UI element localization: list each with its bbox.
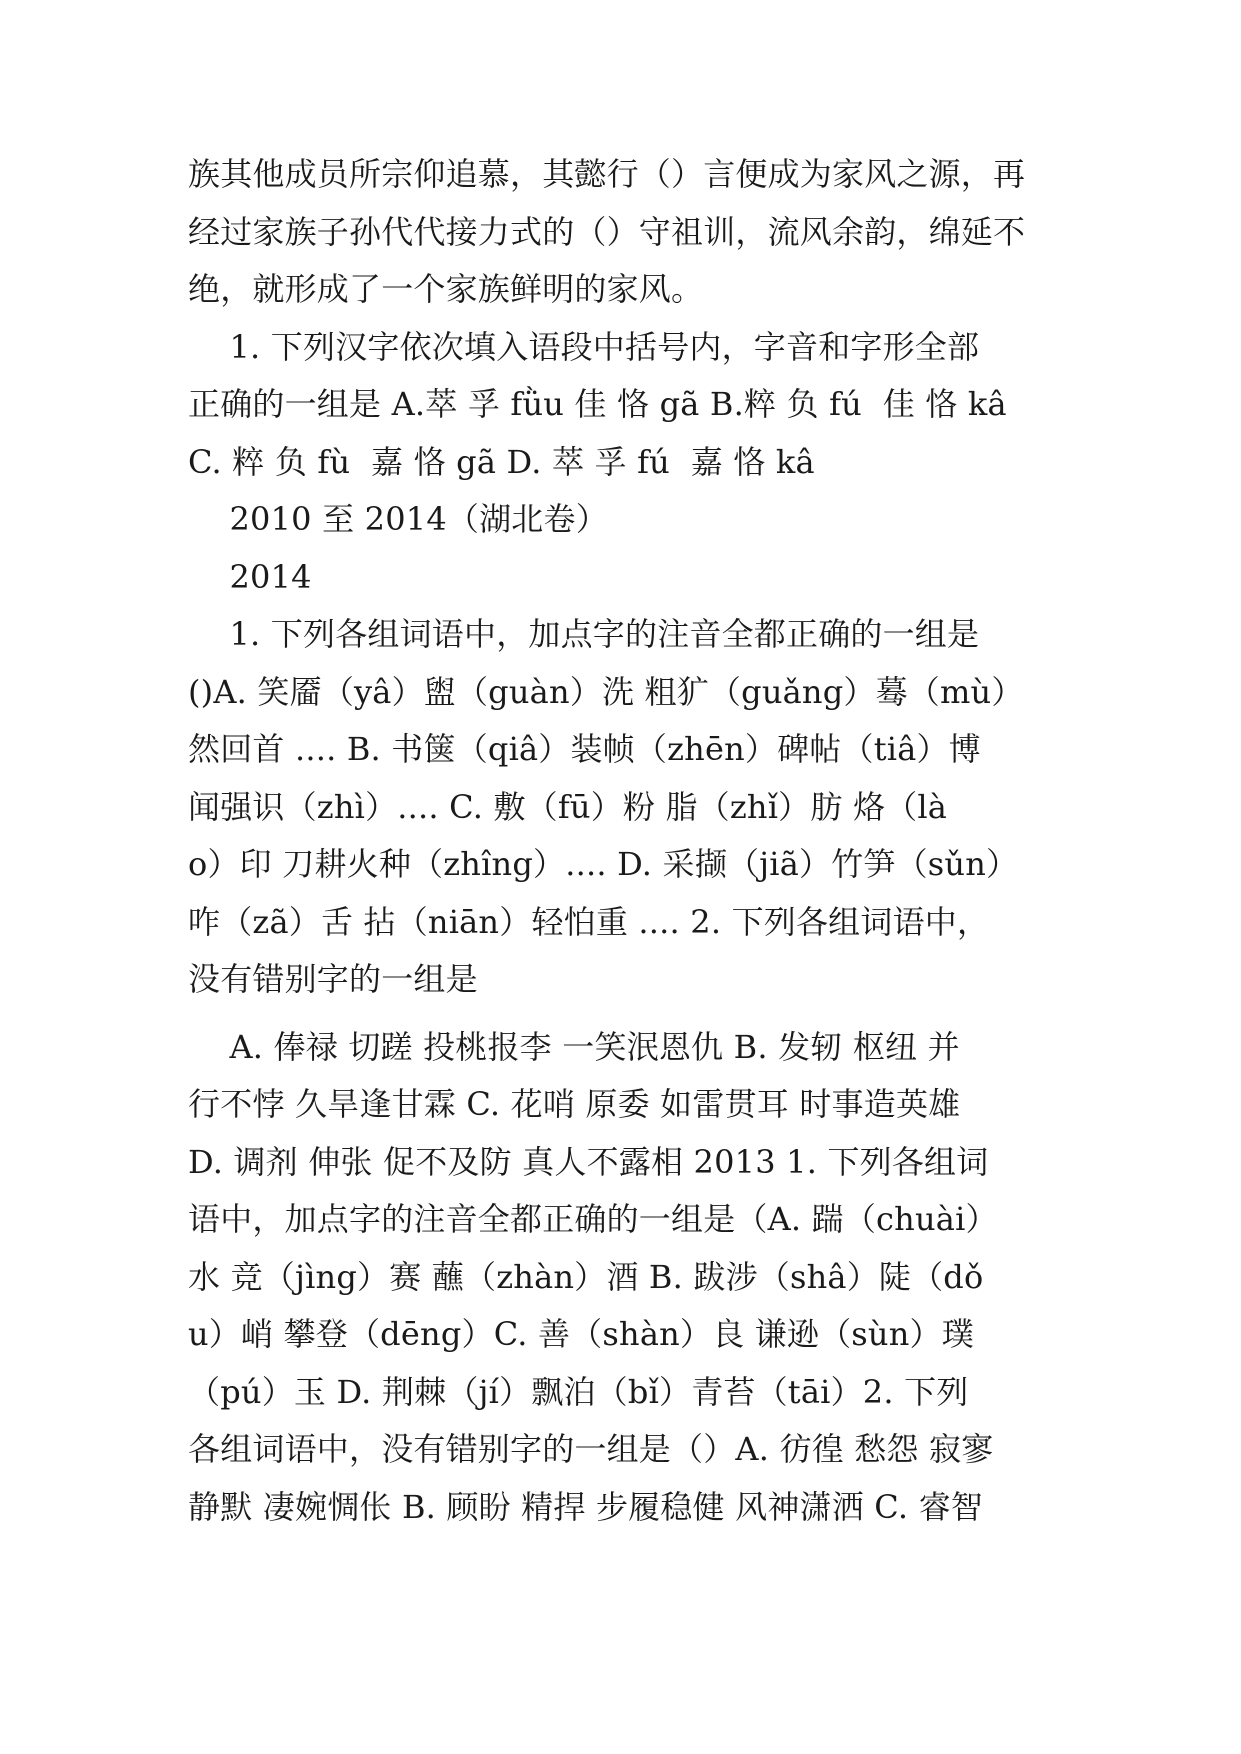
text-line: 正确的一组是 A.萃 孚 fǜu 佳 恪 gã B.粹 负 fú 佳 恪 kâ — [188, 385, 1007, 423]
text-line: 然回首 .... B. 书箧（qiâ）装帧（zhēn）碑帖（tiâ）博 — [188, 730, 981, 768]
document-body — [188, 146, 1060, 1536]
text-line: 行不悖 久旱逢甘霖 C. 花哨 原委 如雷贯耳 时事造英雄 — [188, 1085, 961, 1123]
text-line: 1. 下列各组词语中，加点字的注音全都正确的一组是 — [188, 615, 980, 653]
text-line: 经过家族子孙代代接力式的（）守祖训，流风余韵，绵延不 — [188, 212, 1026, 251]
text-line: u）峭 攀登（dēng）C. 善（shàn）良 谦逊（sùn）璞 — [188, 1315, 974, 1353]
text-line: 静默 凄婉惆伥 B. 顾盼 精捍 步履稳健 风神潇洒 C. 睿智 — [188, 1487, 983, 1526]
text-line: 水 竞（jìng）赛 蘸（zhàn）酒 B. 跋涉（shâ）陡（dǒ — [188, 1257, 984, 1296]
text-line: ()A. 笑靥（yâ）盥（guàn）洗 粗犷（guǎng）蓦（mù） — [188, 672, 1024, 711]
text-line: 1. 下列汉字依次填入语段中括号内，字音和字形全部 — [188, 327, 980, 366]
text-line: A. 俸禄 切蹉 投桃报李 一笑泯恩仇 B. 发轫 枢纽 并 — [188, 1027, 960, 1066]
text-line: D. 调剂 伸张 促不及防 真人不露相 2013 1. 下列各组词 — [188, 1142, 989, 1181]
year-heading: 2014 — [188, 557, 312, 596]
text-line: 咋（zã）舌 拈（niān）轻怕重 .... 2. 下列各组词语中， — [188, 902, 990, 941]
text-line: C. 粹 负 fù 嘉 恪 gã D. 萃 孚 fú 嘉 恪 kâ — [188, 442, 815, 481]
text-line: 没有错别字的一组是 — [188, 960, 478, 998]
text-line: 族其他成员所宗仰追慕，其懿行（）言便成为家风之源，再 — [188, 155, 1026, 193]
text-line: o）印 刀耕火种（zhîng）.... D. 采撷（jiã）竹笋（sǔn） — [188, 845, 1019, 883]
text-line: 语中，加点字的注音全都正确的一组是（A. 踹（chuài） — [188, 1200, 998, 1238]
text-line: 各组词语中，没有错别字的一组是（）A. 彷徨 愁怨 寂寥 — [188, 1430, 994, 1468]
text-line: 绝，就形成了一个家族鲜明的家风。 — [188, 270, 704, 308]
text-line: （pú）玉 D. 荆棘（jí）飘泊（bǐ）青苔（tāi）2. 下列 — [188, 1372, 969, 1411]
section-heading: 2010 至 2014（湖北卷） — [188, 500, 608, 538]
text-line: 闻强识（zhì）.... C. 敷（fū）粉 脂（zhǐ）肪 烙（là — [188, 787, 948, 826]
